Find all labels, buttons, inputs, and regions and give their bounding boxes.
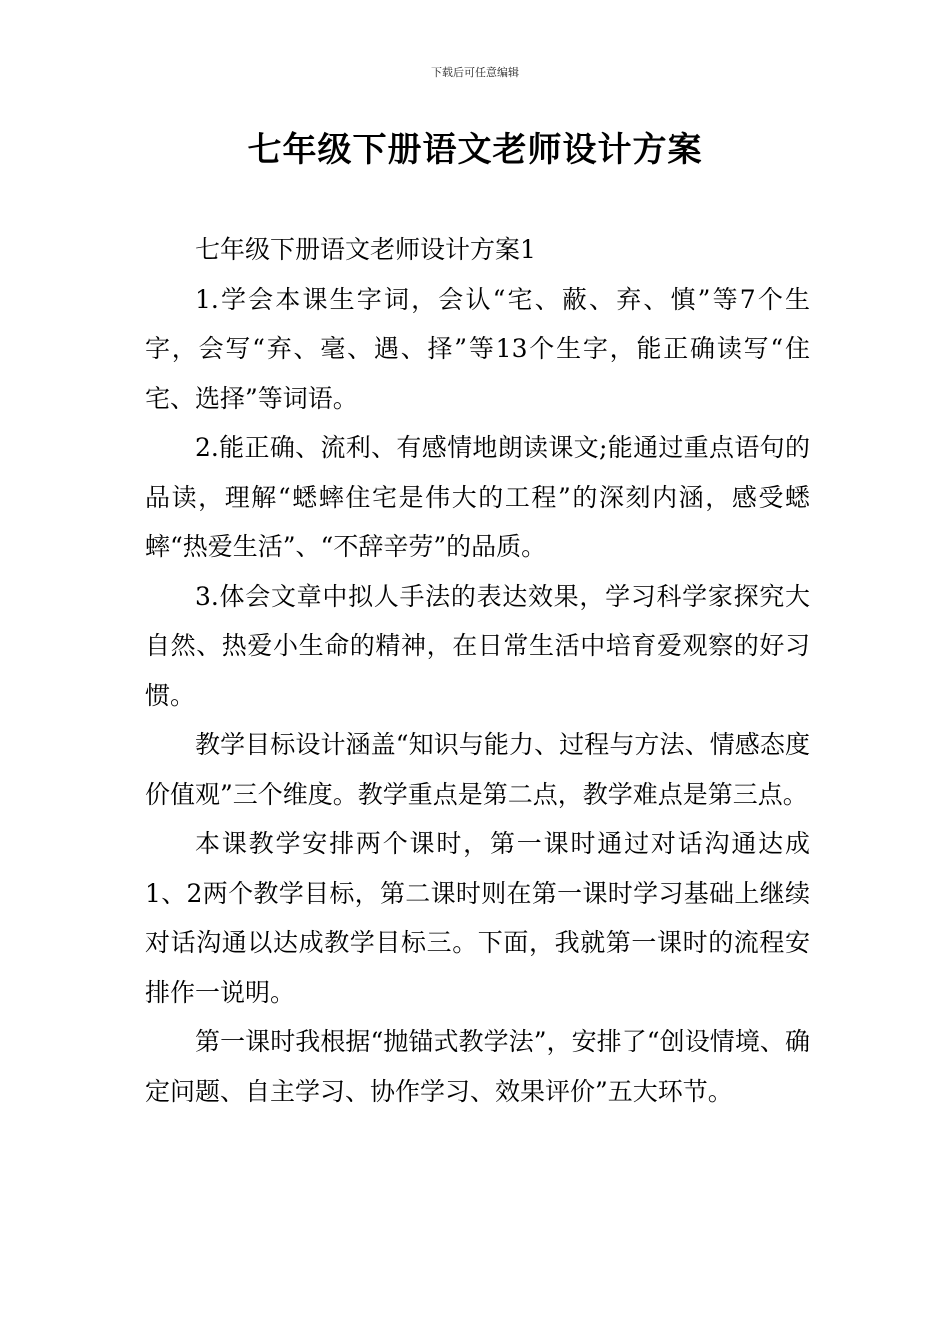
paragraph-goal-1: 1.学会本课生字词，会认“宅、蔽、弃、慎”等7个生字，会写“弃、毫、遇、择”等13个生字，能正确读写“住宅、选择”等词语。 — [145, 284, 810, 413]
paragraph-teaching-method: 第一课时我根据“抛锚式教学法”，安排了“创设情境、确定问题、自主学习、协作学习、效果评价”五大环节。 — [145, 1027, 810, 1106]
header-note: 下载后可任意编辑 — [431, 66, 519, 79]
paragraph-goal-3: 3.体会文章中拟人手法的表达效果，学习科学家探究大自然、热爱小生命的精神，在日常生活中培育爱观察的好习惯。 — [145, 581, 810, 710]
document-title: 七年级下册语文老师设计方案 — [247, 130, 703, 170]
document-body — [145, 225, 810, 1116]
paragraph-goal-2: 2.能正确、流利、有感情地朗读课文;能通过重点语句的品读，理解“蟋蟀住宅是伟大的工程”的深刻内涵，感受蟋蟀“热爱生活”、“不辞辛劳”的品质。 — [145, 433, 810, 561]
paragraph-subtitle: 七年级下册语文老师设计方案1 — [195, 235, 536, 264]
paragraph-goal-summary: 教学目标设计涵盖“知识与能力、过程与方法、情感态度价值观”三个维度。教学重点是第二点，教学难点是第三点。 — [145, 730, 810, 809]
paragraph-lesson-schedule: 本课教学安排两个课时，第一课时通过对话沟通达成1、2两个教学目标，第二课时则在第一课时学习基础上继续对话沟通以达成教学目标三。下面，我就第一课时的流程安排作一说明。 — [145, 829, 810, 1007]
